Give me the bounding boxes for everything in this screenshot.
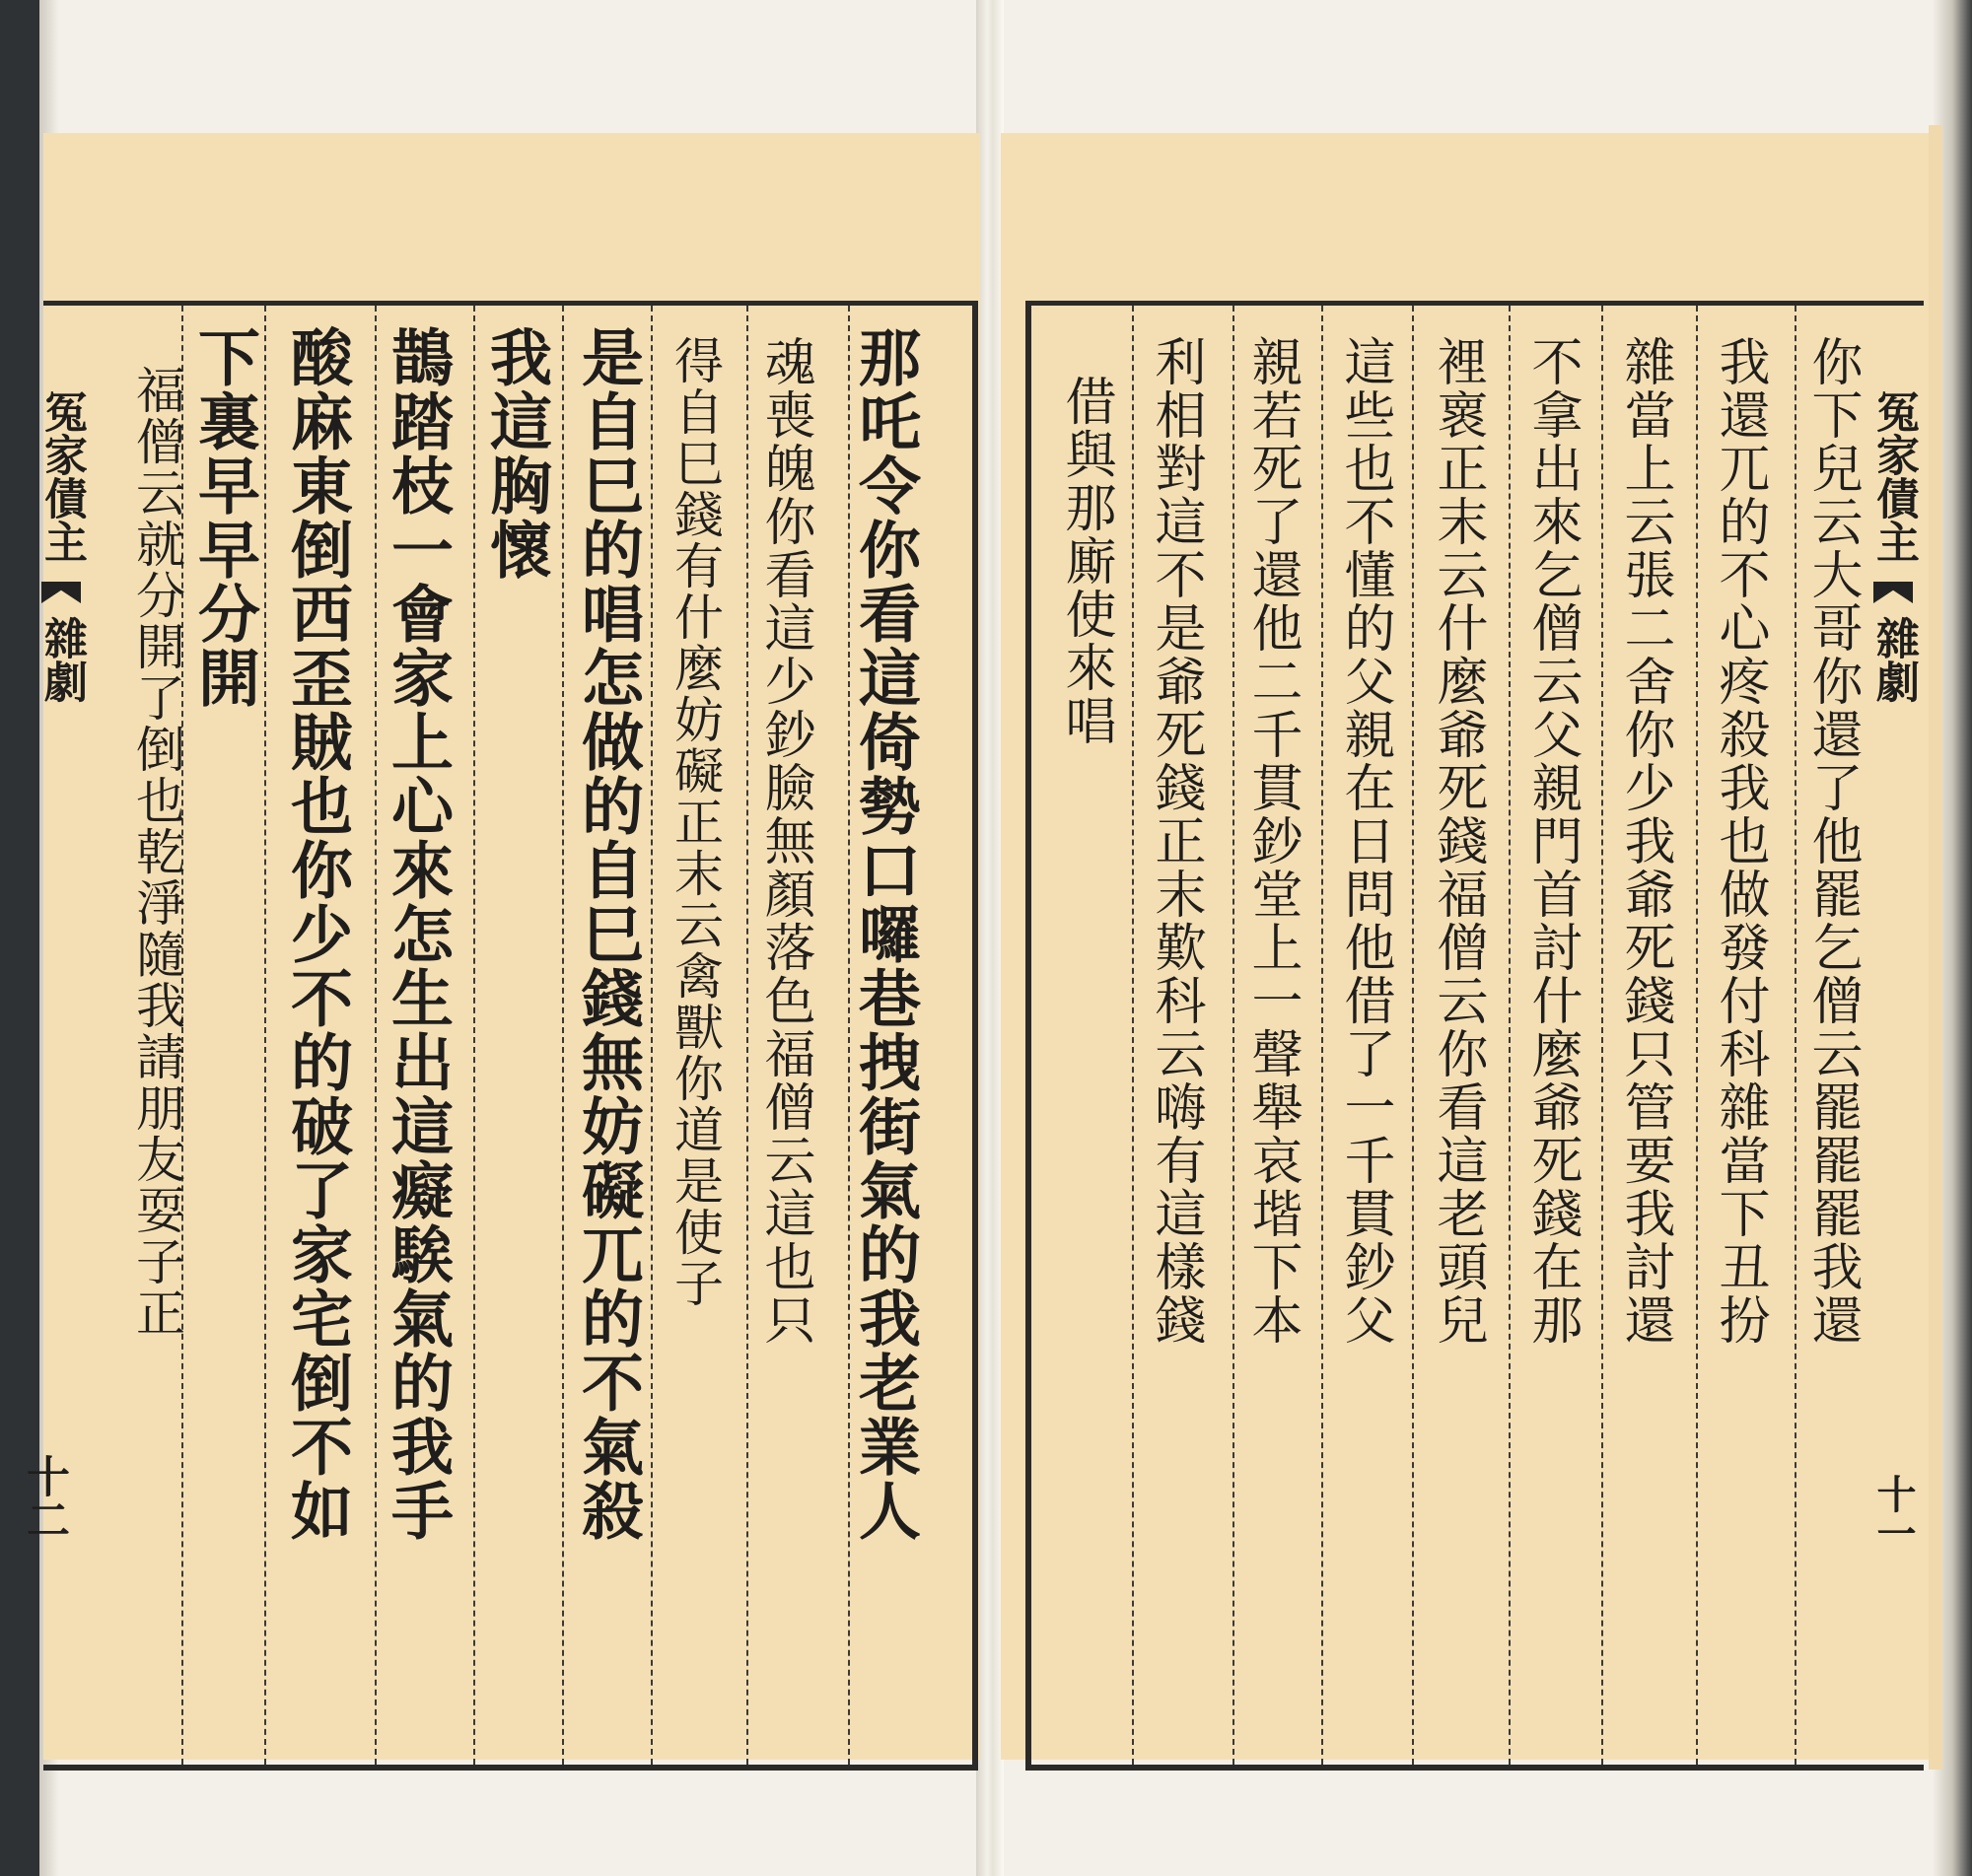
left-column-7: 酸麻東倒西歪賊也你少不的破了家宅倒不如 xyxy=(281,325,354,1543)
left-column-2: 魂喪魄你看這少鈔臉無顏落色福僧云這也只 xyxy=(755,335,814,1347)
right-column-5: 裡褱正末云什麼爺死錢福僧云你看這老頭兒 xyxy=(1428,335,1487,1347)
right-column-3: 雜當上云張二舍你少我爺死錢只管要我討還 xyxy=(1615,335,1674,1347)
left-margin-genre: 雜劇 xyxy=(36,616,87,703)
right-column-7: 親若死了還他二千貫鈔堂上一聲舉哀堦下本 xyxy=(1242,335,1302,1347)
right-page-number: 十一 xyxy=(1870,1474,1917,1553)
column-rule xyxy=(1412,306,1414,1765)
left-column-9: 福僧云就分開了倒也乾淨隨我請朋友耍子正 xyxy=(128,365,185,1339)
right-column-8: 利相對這不是爺死錢正末歎科云嗨有這樣錢 xyxy=(1146,335,1205,1347)
right-column-6: 這些也不懂的父親在日問他借了一千貫鈔父 xyxy=(1335,335,1394,1347)
book-gutter xyxy=(976,0,1004,1876)
column-rule xyxy=(562,306,564,1765)
left-column-3: 得自巳錢有什麼妨礙正末云禽獸你道是使子 xyxy=(667,335,724,1309)
column-rule xyxy=(1795,306,1796,1765)
column-rule xyxy=(1601,306,1603,1765)
column-rule xyxy=(264,306,266,1765)
right-column-1: 你下兒云大哥你還了他罷乞僧云罷罷罷我還 xyxy=(1802,335,1862,1347)
left-page-number: 十二 xyxy=(19,1454,69,1541)
right-column-2: 我還兀的不心疼殺我也做發付科雜當下丑扮 xyxy=(1710,335,1769,1347)
column-rule xyxy=(1232,306,1234,1765)
right-margin-title: 冤家債主 xyxy=(1868,389,1919,563)
column-rule xyxy=(1321,306,1323,1765)
right-column-9: 借與那廝使來唱 xyxy=(1056,375,1115,747)
column-rule xyxy=(473,306,475,1765)
column-rule xyxy=(1132,306,1134,1765)
right-margin-genre: 雜劇 xyxy=(1868,616,1919,703)
left-column-8: 下裏早早分開 xyxy=(188,325,261,710)
left-column-5: 我這胸懷 xyxy=(480,325,553,582)
column-rule xyxy=(1696,306,1698,1765)
left-column-1: 那吒令你看這倚勢口囉巷拽街氣的我老業人 xyxy=(849,325,922,1543)
column-rule xyxy=(651,306,653,1765)
column-rule xyxy=(375,306,377,1765)
left-column-6: 鵲踏枝一會家上心來怎生出這癡騃氣的我手 xyxy=(382,325,455,1543)
column-rule xyxy=(1509,306,1511,1765)
right-column-4: 不拿出來乞僧云父親門首討什麼爺死錢在那 xyxy=(1522,335,1582,1347)
left-margin-title: 冤家債主 xyxy=(36,389,87,563)
column-rule xyxy=(746,306,748,1765)
left-column-4: 是自巳的唱怎做的自巳錢無妨礙兀的不氣殺 xyxy=(572,325,645,1543)
